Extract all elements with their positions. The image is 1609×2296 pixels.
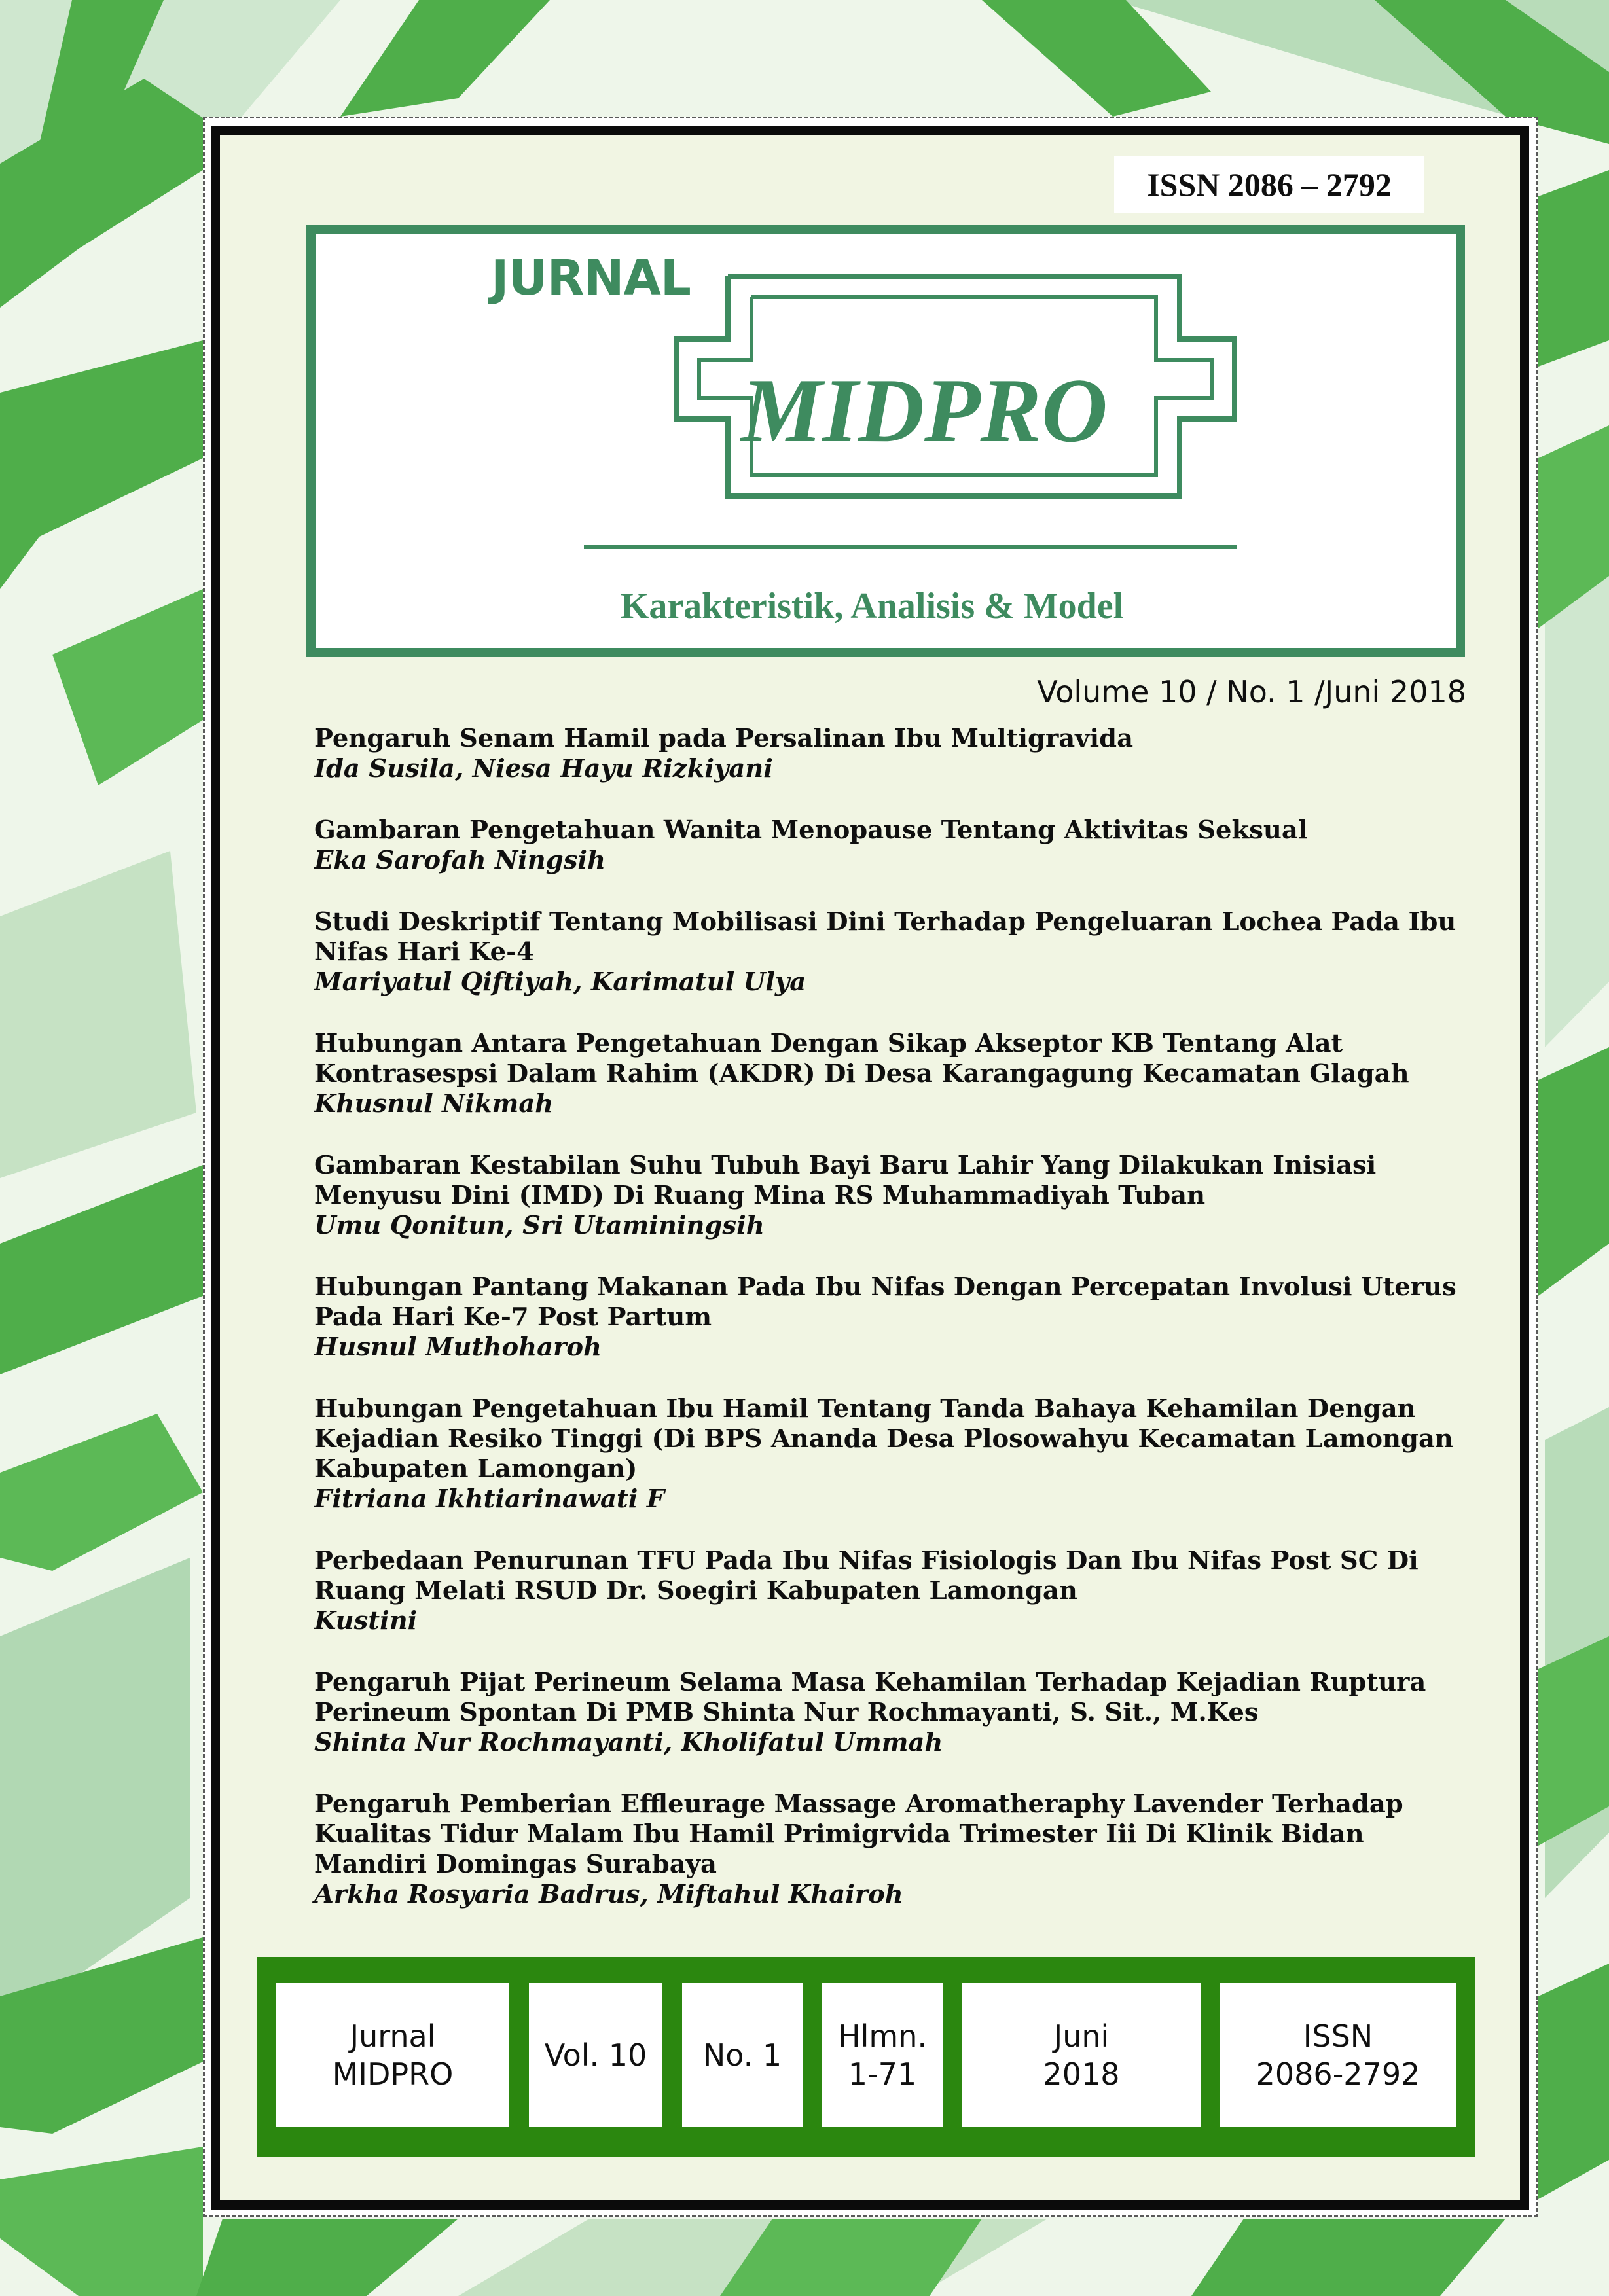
footer-cell-number	[682, 1983, 803, 2127]
article-authors: Kustini	[314, 1606, 418, 1636]
footer-cell-pages	[822, 1983, 943, 2127]
article-title-line: Pengaruh Pemberian Effleurage Massage Aromatheraphy Lavender Terhadap	[314, 1789, 1403, 1819]
article-title-line: Kontrasespsi Dalam Rahim (AKDR) Di Desa Karangagung Kecamatan Glagah	[314, 1059, 1409, 1088]
footer-text: No. 1	[702, 2037, 782, 2073]
footer-text: Juni	[1053, 2018, 1110, 2054]
article-authors: Umu Qonitun, Sri Utaminingsih	[314, 1211, 765, 1240]
article-entry	[314, 1394, 1466, 1515]
article-title-line: Pengaruh Senam Hamil pada Persalinan Ibu Multigravida	[314, 724, 1134, 753]
journal-header	[306, 225, 1465, 657]
article-authors: Fitriana Ikhtiarinawati F	[314, 1484, 665, 1514]
article-authors: Arkha Rosyaria Badrus, Miftahul Khairoh	[314, 1880, 903, 1909]
journal-name: MIDPRO	[740, 360, 1108, 461]
footer-cell-volume	[529, 1983, 662, 2127]
journal-tagline: Karakteristik, Analisis & Model	[620, 586, 1124, 626]
article-title-line: Kejadian Resiko Tinggi (Di BPS Ananda Desa Plosowahyu Kecamatan Lamongan	[314, 1424, 1453, 1454]
article-entry	[314, 1029, 1466, 1119]
footer-text: ISSN	[1303, 2018, 1373, 2054]
article-authors: Khusnul Nikmah	[314, 1089, 554, 1119]
article-authors: Shinta Nur Rochmayanti, Kholifatul Ummah	[314, 1728, 943, 1757]
article-title-line: Nifas Hari Ke-4	[314, 937, 534, 967]
article-entry	[314, 1151, 1466, 1241]
footer-text: Hlmn.	[838, 2018, 927, 2054]
issn-label: ISSN 2086 – 2792	[1114, 156, 1424, 213]
article-entry	[314, 1789, 1466, 1910]
article-title-line: Pada Hari Ke-7 Post Partum	[314, 1302, 712, 1332]
footer-text: Vol. 10	[544, 2037, 647, 2073]
article-entry	[314, 1272, 1466, 1363]
footer-info-bar	[257, 1957, 1475, 2157]
article-title-line: Studi Deskriptif Tentang Mobilisasi Dini Terhadap Pengeluaran Lochea Pada Ibu	[314, 907, 1456, 937]
article-title-line: Kabupaten Lamongan)	[314, 1454, 638, 1484]
article-entry	[314, 724, 1466, 784]
article-title-line: Mandiri Domingas Surabaya	[314, 1850, 717, 1879]
article-entry	[314, 1668, 1466, 1758]
article-title-line: Kualitas Tidur Malam Ibu Hamil Primigrvida Trimester Iii Di Klinik Bidan	[314, 1820, 1364, 1849]
article-title-line: Menyusu Dini (IMD) Di Ruang Mina RS Muhammadiyah Tuban	[314, 1181, 1206, 1210]
article-title-line: Hubungan Pengetahuan Ibu Hamil Tentang Tanda Bahaya Kehamilan Dengan	[314, 1394, 1416, 1424]
article-authors: Husnul Muthoharoh	[314, 1333, 602, 1362]
footer-text: 1-71	[848, 2056, 917, 2092]
table-of-contents	[314, 724, 1466, 1941]
article-entry	[314, 907, 1466, 997]
article-authors: Ida Susila, Niesa Hayu Rizkiyani	[314, 754, 773, 783]
footer-text: 2086-2792	[1256, 2056, 1420, 2092]
article-title-line: Pengaruh Pijat Perineum Selama Masa Kehamilan Terhadap Kejadian Ruptura	[314, 1668, 1426, 1697]
article-title-line: Gambaran Kestabilan Suhu Tubuh Bayi Baru Lahir Yang Dilakukan Inisiasi	[314, 1151, 1377, 1180]
article-entry	[314, 816, 1466, 876]
article-title-line: Perbedaan Penurunan TFU Pada Ibu Nifas Fisiologis Dan Ibu Nifas Post SC Di	[314, 1546, 1419, 1575]
footer-cell-issn	[1220, 1983, 1456, 2127]
volume-info: Volume 10 / No. 1 /Juni 2018	[1037, 674, 1466, 709]
footer-text: Jurnal	[350, 2018, 436, 2054]
article-authors: Eka Sarofah Ningsih	[314, 846, 606, 875]
article-title-line: Gambaran Pengetahuan Wanita Menopause Tentang Aktivitas Seksual	[314, 816, 1308, 845]
article-title-line: Hubungan Antara Pengetahuan Dengan Sikap Akseptor KB Tentang Alat	[314, 1029, 1343, 1058]
footer-cell-date	[962, 1983, 1201, 2127]
jurnal-word: JURNAL	[491, 250, 691, 306]
article-entry	[314, 1546, 1466, 1636]
article-authors: Mariyatul Qiftiyah, Karimatul Ulya	[314, 967, 806, 997]
footer-text: MIDPRO	[332, 2056, 454, 2092]
article-title-line: Perineum Spontan Di PMB Shinta Nur Rochmayanti, S. Sit., M.Kes	[314, 1698, 1259, 1727]
article-title-line: Hubungan Pantang Makanan Pada Ibu Nifas Dengan Percepatan Involusi Uterus	[314, 1272, 1456, 1302]
footer-cell-journal	[276, 1983, 509, 2127]
footer-text: 2018	[1043, 2056, 1120, 2092]
article-title-line: Ruang Melati RSUD Dr. Soegiri Kabupaten Lamongan	[314, 1576, 1077, 1605]
